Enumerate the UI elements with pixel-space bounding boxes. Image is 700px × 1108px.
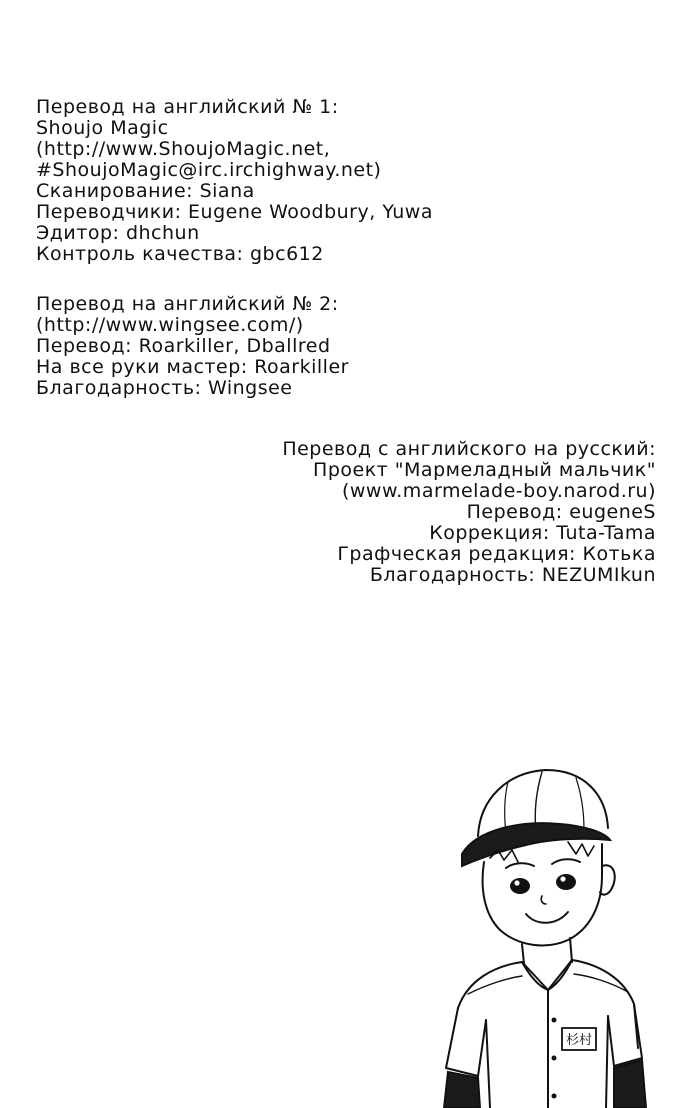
credit-line: Перевод на английский № 1: — [36, 96, 339, 118]
button — [552, 1018, 557, 1023]
left-sleeve — [446, 1008, 486, 1076]
left-eye — [510, 878, 530, 894]
name-tag-text: 杉村 — [565, 1033, 593, 1048]
credit-line: Проект "Мармеладный мальчик" — [313, 459, 656, 481]
credit-line: Контроль качества: gbc612 — [36, 243, 324, 265]
cap-seam — [576, 778, 584, 830]
credit-line: (www.marmelade-boy.narod.ru) — [341, 480, 656, 502]
credit-line: Благодарность: Wingsee — [36, 377, 293, 399]
button — [552, 1094, 557, 1099]
credits-english-1 — [36, 97, 433, 265]
shirt-side — [486, 1020, 490, 1108]
credit-line: Коррекция: Tuta-Tama — [429, 522, 656, 544]
collar — [522, 960, 572, 990]
smile — [526, 912, 568, 923]
credit-line: (http://www.ShoujoMagic.net, — [36, 138, 331, 160]
shirt-trim — [468, 976, 522, 994]
button — [552, 1056, 557, 1061]
credit-line: #ShoujoMagic@irc.irchighway.net) — [36, 159, 382, 181]
credit-line: На все руки мастер: Roarkiller — [36, 356, 349, 378]
credits-russian — [282, 439, 656, 586]
right-brow — [552, 859, 580, 864]
face — [483, 844, 602, 945]
credit-line: Перевод: eugeneS — [466, 501, 656, 523]
boy-drawing — [438, 758, 648, 1108]
credits-english-2 — [36, 294, 349, 399]
credit-line: Эдитор: dhchun — [36, 222, 200, 244]
credit-line: (http://www.wingsee.com/) — [36, 314, 304, 336]
credit-line: Перевод на английский № 2: — [36, 293, 339, 315]
undershirt-sleeve-left — [444, 1072, 480, 1108]
credit-line: Благодарность: NEZUMIkun — [369, 564, 656, 586]
cap-brim — [462, 823, 610, 866]
left-brow — [506, 863, 534, 868]
nose — [541, 896, 546, 904]
right-eye — [556, 874, 576, 890]
credit-line: Сканирование: Siana — [36, 180, 255, 202]
neck — [522, 944, 524, 964]
credit-line: Shoujo Magic — [36, 117, 169, 139]
neck — [570, 938, 572, 962]
undershirt-sleeve-right — [614, 1060, 646, 1108]
shirt-side — [606, 1016, 608, 1108]
boy-illustration — [438, 758, 648, 1108]
credit-line: Перевод: Roarkiller, Dballred — [36, 335, 331, 357]
hair — [568, 842, 594, 856]
credit-line: Перевод с английского на русский: — [282, 438, 656, 460]
credit-line: Переводчики: Eugene Woodbury, Yuwa — [36, 201, 433, 223]
credit-line: Графческая редакция: Котька — [337, 543, 656, 565]
